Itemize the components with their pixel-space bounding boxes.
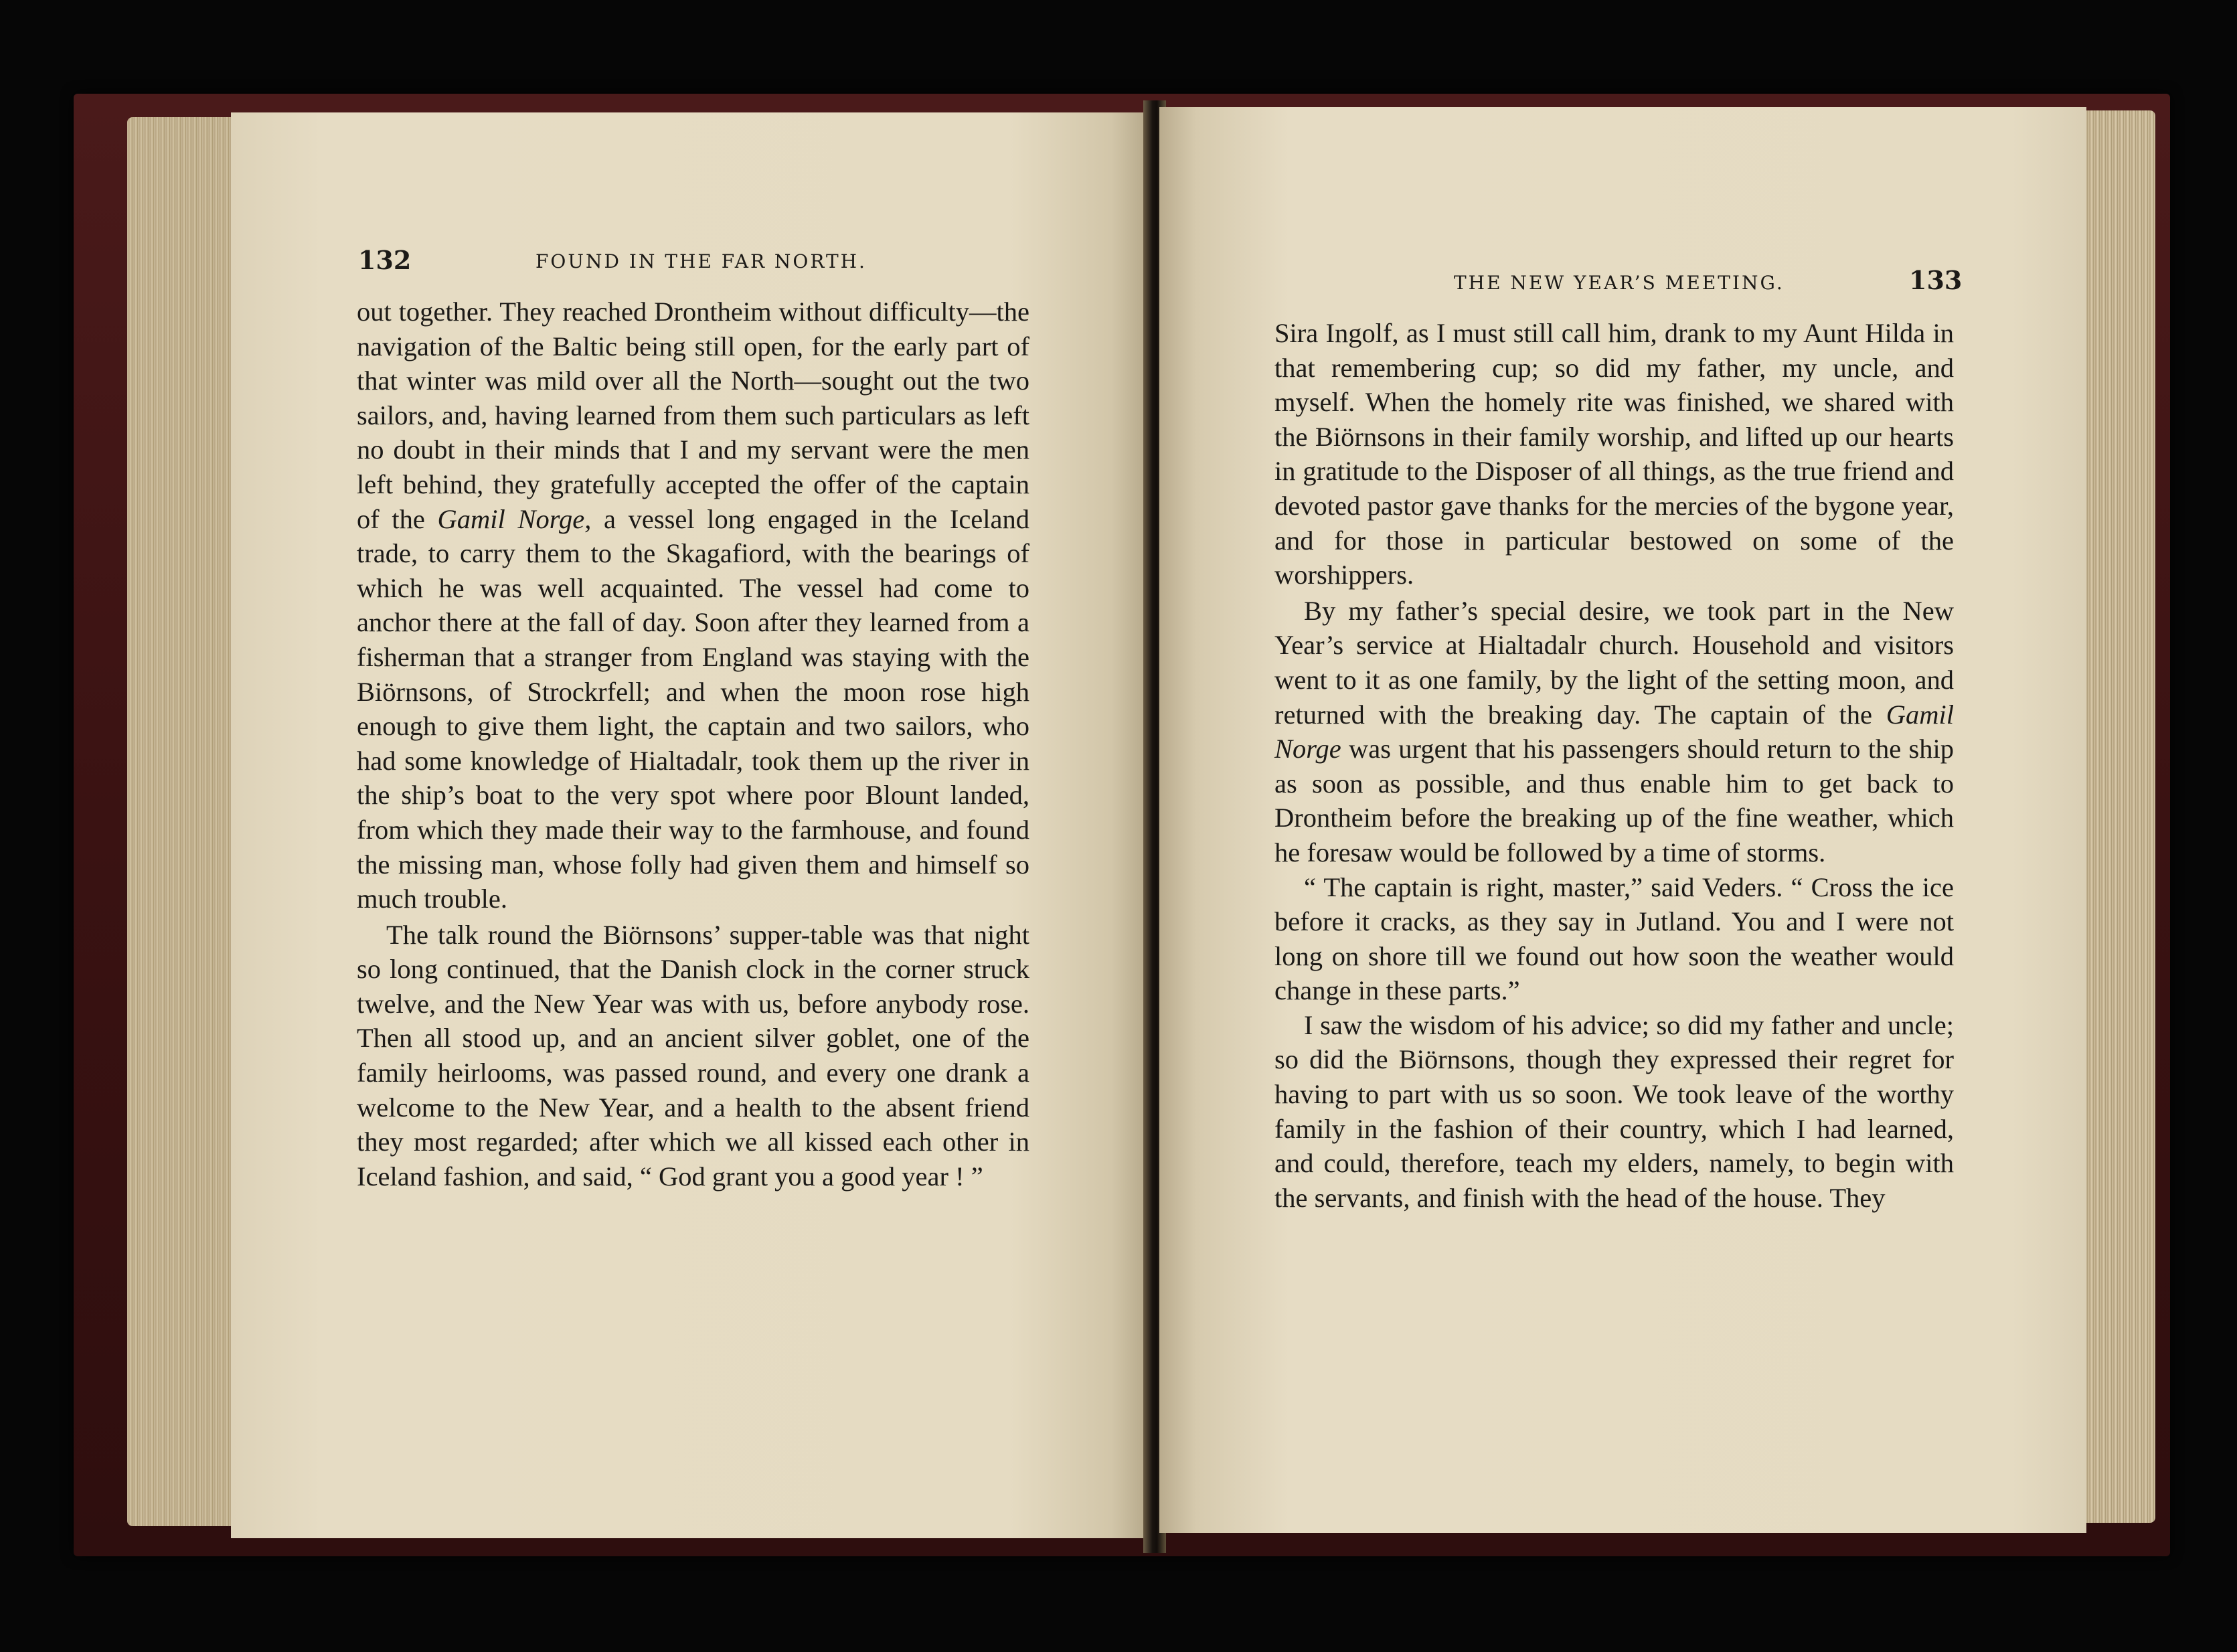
left-running-head: FOUND IN THE FAR NORTH. (535, 250, 867, 272)
left-text-block (357, 295, 1029, 1193)
right-text-block (1274, 316, 1954, 1215)
left-page-number: 132 (358, 245, 412, 275)
text-run: “ The captain is right, master,” said Veders. “ Cross the ice before it cracks, as they say in Jutland. You and I were not long on shore till we found out how soon the weather would change in these parts.” (1274, 872, 1954, 1006)
paragraph (1274, 870, 1954, 1008)
italic-text: Gamil Norge, (437, 503, 592, 534)
text-run: Sira Ingolf, as I must still call him, drank to my Aunt Hilda in that remembering cup; so did my father, my uncle, and myself. When the homely rite was finished, we shared with the Biörnsons in their family worship, and lifted up our hearts in gratitude to the Disposer of all things, as the true friend and devoted pastor gave thanks for the mercies of the bygone year, and for those in particular bestowed on some of the worshippers. (1274, 318, 1954, 590)
right-page (1159, 107, 2086, 1533)
paragraph (1274, 1008, 1954, 1216)
text-run: a vessel long engaged in the Iceland trade, to carry them to the Skagafiord, with the bearings of which he was well acquainted. The vessel had come to anchor there at the fall of day. Soon after they learned from a fisherman that a stranger from England was staying with the Biörnsons, of Strockrfell; and when the moon rose high enough to give them light, the captain and two sailors, who had some knowledge of Hialtadalr, took them up the river in the ship’s boat to the very spot where poor Blount landed, from which they made their way to the farmhouse, and found the missing man, whose folly had given them and himself so much trouble. (357, 503, 1030, 914)
text-run: out together. They reached Drontheim without difficulty—the navigation of the Baltic being still open, for the early part of that winter was mild over all the North—sought out the two sailors, and, having learned from them such particulars as left no doubt in their minds that I and my servant were the men left behind, they gratefully accepted the offer of the captain of the (357, 297, 1029, 534)
page-edges-left (127, 117, 234, 1526)
paragraph (1274, 316, 1954, 592)
paragraph (357, 918, 1029, 1194)
page-edges-right (2082, 110, 2155, 1523)
text-run: The talk round the Biörnsons’ supper-table was that night so long continued, that the Danish clock in the corner struck twelve, and the New Year was with us, before anybody rose. Then all stood up, and an ancient silver goblet, one of the family heirlooms, was passed round, and every one drank a welcome to the New Year, and a health to the absent friend they most regarded; after which we all kissed each other in Iceland fashion, and said, “ God grant you a good year ! ” (357, 919, 1029, 1191)
right-running-head: THE NEW YEAR’S MEETING. (1454, 272, 1785, 294)
text-run: By my father’s special desire, we took part in the New Year’s service at Hialtadalr church. Household and visitors went to it as one family, by the light of the setting moon, and returned with the breaking day. The captain of the (1274, 595, 1954, 730)
italic-text: Gamil Norge (1274, 699, 1954, 764)
left-page (231, 112, 1148, 1538)
text-run: was urgent that his passengers should return to the ship as soon as possible, and thus enable him to get back to Drontheim before the breaking up of the fine weather, which he foresaw would be followed by a time of storms. (1274, 734, 1954, 868)
paragraph (1274, 594, 1954, 870)
paragraph (357, 295, 1029, 916)
text-run: I saw the wisdom of his advice; so did my father and uncle; so did the Biörnsons, though they expressed their regret for having to part with us so soon. We took leave of the worthy family in the fashion of their country, which I had learned, and could, therefore, teach my elders, namely, to begin with the servants, and finish with the head of the house. They (1274, 1009, 1954, 1213)
right-page-number: 133 (1909, 265, 1963, 295)
